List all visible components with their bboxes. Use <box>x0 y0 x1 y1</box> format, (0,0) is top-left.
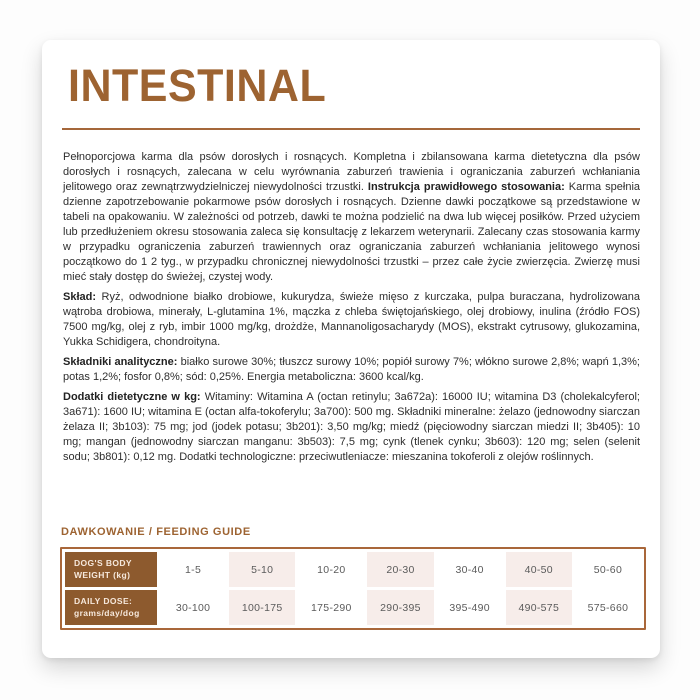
weight-value-cell: 5-10 <box>229 552 295 587</box>
weight-value-cell: 50-60 <box>593 563 623 576</box>
weight-value-cell: 10-20 <box>317 563 346 576</box>
dose-value-cell: 30-100 <box>175 601 211 614</box>
composition-text: Ryż, odwodnione białko drobiowe, kukurydza, świeże mięso z kurczaka, pulpa buraczana, hydrolizowana wątroba drobiowa, minerały, L-glutamina 1%, mączka z chleba świętojańskiego, olej drobiowy, inulina (źródło FOS) 7500 mg/kg, olej z ryb, imbir 1000 mg/kg, drożdże, Mannanoligosacharydy (MOS), ekstrakt cytrusowy, glukozamina, Yukka Schidigera, chondroityna. <box>63 291 640 348</box>
product-title: INTESTINAL <box>68 60 327 112</box>
composition <box>63 290 640 350</box>
weight-header-cell <box>65 552 157 587</box>
additives-label: Dodatki dietetyczne w kg: <box>63 391 201 403</box>
dose-header-line2: grams/day/dog <box>74 607 140 618</box>
composition-label: Skład: <box>63 291 97 303</box>
additives-text: Witaminy: Witamina A (octan retinylu; 3a672a): 16000 IU; witamina D3 (cholekalcyferol; 3a671): 1600 IU; witamina E (octan alfa-tokoferylu; 3a700): 500 mg. Składniki mineralne: żelazo (jednowodny siarczan żelaza II; 3b103): 75 mg; jod (jodek potasu; 3b201): 3,50 mg/kg; miedź (pięciowodny siarczan miedzi II; 3b405): 10 mg; mangan (jednowodny siarczan manganu: 3b503): 7,5 mg; cynk (tlenek cynku; 3b603): 120 mg; selen (selenit sodu; 3b801): 0,12 mg. Dodatki technologiczne: przeciwutleniacze: mieszanina tokoferoli z olejów roślinnych. <box>63 391 640 463</box>
label-card <box>42 40 660 658</box>
weight-header-line1: DOG'S BODY <box>74 558 132 569</box>
analytical-label: Składniki analityczne: <box>63 356 178 368</box>
weight-value-cell: 1-5 <box>185 563 202 576</box>
feeding-guide-table <box>60 547 646 630</box>
description-intro: Pełnoporcjowa karma dla psów dorosłych i rosnących. Kompletna i zbilansowana karma dietetyczna dla psów dorosłych i rosnących, zalecana w celu wyrównania zaburzeń trawienia i ograniczania zaburzeń wchłaniania jelitowego oraz zewnątrzwydzielniczej niewydolności trzustki. <box>63 151 640 193</box>
dose-value-cell: 100-175 <box>229 590 295 625</box>
weight-value-cell: 30-40 <box>455 563 484 576</box>
label-text-block <box>63 150 640 470</box>
analytical-text: białko surowe 30%; tłuszcz surowy 10%; popiół surowy 7%; włókno surowe 2,8%; wapń 1,3%; potas 1,2%; fosfor 0,8%; sód: 0,25%. Energia metaboliczna: 3600 kcal/kg. <box>63 356 640 383</box>
dose-value-cell: 575-660 <box>587 601 629 614</box>
dose-header-line1: DAILY DOSE: <box>74 596 133 607</box>
dose-value-cell: 290-395 <box>367 590 433 625</box>
usage-instructions-label: Instrukcja prawidłowego stosowania: <box>367 181 565 193</box>
title-divider <box>62 128 640 130</box>
usage-instructions-text: Karma spełnia dzienne zapotrzebowanie pokarmowe psów dorosłych i rosnących. Dzienne dawki początkowe są przedstawione w tabeli na opakowaniu. W zależności od potrzeb, dawki te można podzielić na dwa lub więcej posiłków. Przed użyciem lub przedłużeniem okresu stosowania zaleca się konsultację z lekarzem weterynarii. Zalecany czas stosowania karmy w przypadku ograniczenia zaburzeń trawiennych oraz ograniczania zaburzeń wchłaniania jelitowego wynosi początkowo do 1 2 tyg., w przypadku chronicznej niewydolności trzustki – przez całe życie zwierzęcia. Zwierzę musi mieć stały dostęp do świeżej, czystej wody. <box>63 181 641 283</box>
dietary-additives <box>63 390 640 465</box>
analytical-constituents <box>63 355 640 385</box>
weight-value-cell: 40-50 <box>506 552 572 587</box>
dose-header-cell <box>65 590 157 625</box>
feeding-guide-section <box>60 526 646 630</box>
feeding-guide-heading: DAWKOWANIE / FEEDING GUIDE <box>61 526 251 538</box>
dose-value-cell: 175-290 <box>311 601 352 614</box>
weight-value-cell: 20-30 <box>367 552 433 587</box>
weight-header-line2: WEIGHT (kg) <box>74 569 131 580</box>
product-description <box>63 150 640 285</box>
dose-value-cell: 490-575 <box>506 590 572 625</box>
dose-value-cell: 395-490 <box>449 601 490 614</box>
